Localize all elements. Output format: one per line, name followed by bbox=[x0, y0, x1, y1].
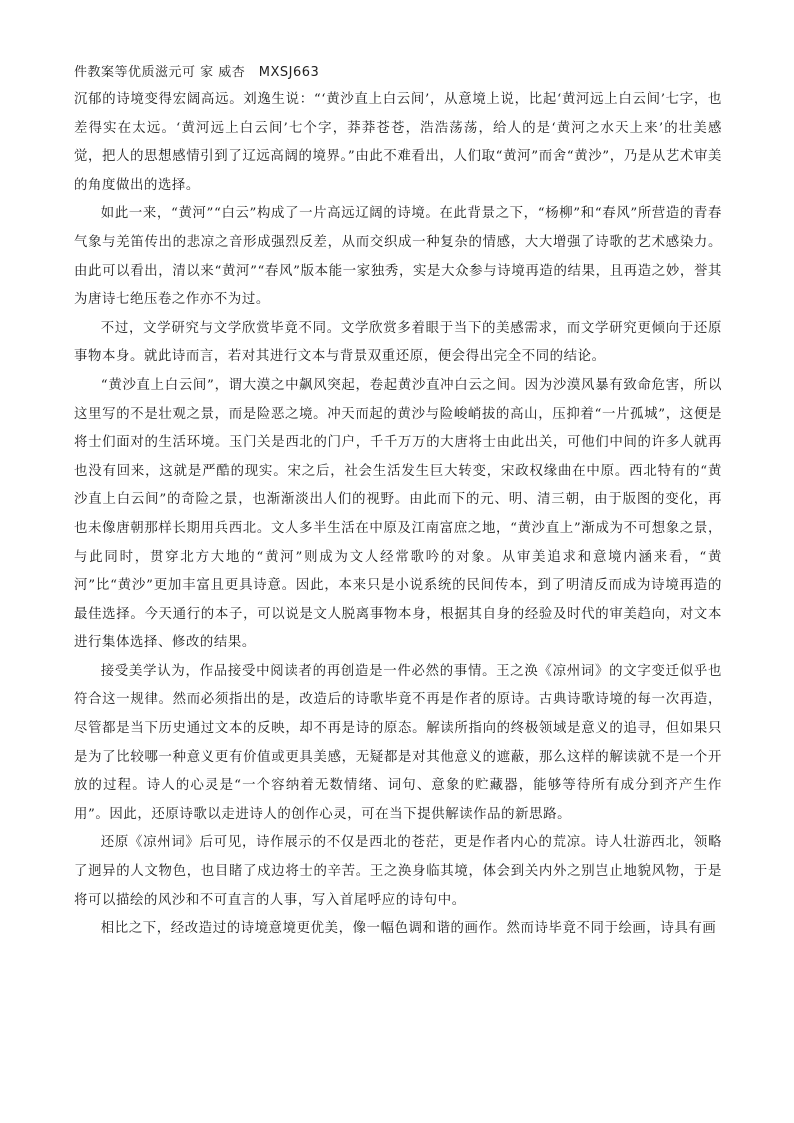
paragraph-6: 还原《凉州词》后可见，诗作展示的不仅是西北的苍茫，更是作者内心的荒凉。诗人壮游西北，领略了迥异的人文物色，也目睹了戍边将士的辛苦。王之涣身临其境，体会到关内外之别岂止地貌风物，于是将可以描绘的风沙和不可直言的人事，写入首尾呼应的诗句中。 bbox=[74, 835, 722, 908]
paragraph-4: “黄沙直上白云间”，谓大漠之中飙风突起，卷起黄沙直冲白云之间。因为沙漠风暴有致命危害，所以这里写的不是壮观之景，而是险恶之境。冲天而起的黄沙与险峻峭拔的高山，压抑着“一片孤城”，这便是将士们面对的生活环境。玉门关是西北的门户，千千万万的大唐将士由此出关，可他们中间的许多人就再也没有回来，这就是严酷的现实。宋之后，社会生活发生巨大转变，宋政权缘曲在中原。西北特有的“黄沙直上白云间”的奇险之景，也渐渐淡出人们的视野。由此而下的元、明、清三朝，由于版图的变化，再也未像唐朝那样长期用兵西北。文人多半生活在中原及江南富庶之地，“黄沙直上”渐成为不可想象之景，与此同时，贯穿北方大地的“黄河”则成为文人经常歌吟的对象。从审美追求和意境内涵来看，“黄河”比“黄沙”更加丰富且更具诗意。因此，本来只是小说系统的民间传本，到了明清反而成为诗境再造的最佳选择。今天通行的本子，可以说是文人脱离事物本身，根据其自身的经验及时代的审美趋向，对文本进行集体选择、修改的结果。 bbox=[74, 377, 722, 651]
paragraph-3: 不过，文学研究与文学欣赏毕竟不同。文学欣赏多着眼于当下的美感需求，而文学研究更倾向于还原事物本身。就此诗而言，若对其进行文本与背景双重还原，便会得出完全不同的结论。 bbox=[74, 320, 722, 365]
document-page bbox=[74, 62, 722, 944]
paragraph-2: 如此一来，“黄河”“白云”构成了一片高远辽阔的诗境。在此背景之下，“杨柳”和“春风”所营造的青春气象与羌笛传出的悲凉之音形成强烈反差，从而交织成一种复杂的情感，大大增强了诗歌的艺术感染力。由此可以看出，清以来“黄河”“春风”版本能一家独秀，实是大众参与诗境再造的结果，且再造之妙，誉其为唐诗七绝压卷之作亦不为过。 bbox=[74, 206, 722, 308]
paragraph-7: 相比之下，经改造过的诗境意境更优美，像一幅色调和谐的画作。然而诗毕竟不同于绘画，诗具有画 bbox=[100, 921, 717, 937]
page-header: 件教案等优质滋元可 家 威杏 MXSJ663 bbox=[74, 65, 320, 80]
paragraph-1: 沉郁的诗境变得宏阔高远。刘逸生说：“‘黄沙直上白云间’，从意境上说，比起‘黄河远上白云间’七字，也差得实在太远。‘黄河远上白云间’七个字，莽莽苍苍，浩浩荡荡，给人的是‘黄河之水天上来’的壮美感觉，把人的思想感情引到了辽远高阔的境界。”由此不难看出，人们取“黄河”而舍“黄沙”，乃是从艺术审美的角度做出的选择。 bbox=[74, 92, 722, 193]
article-body bbox=[74, 86, 722, 944]
paragraph-5: 接受美学认为，作品接受中阅读者的再创造是一件必然的事情。王之涣《凉州词》的文字变迁似乎也符合这一规律。然而必须指出的是，改造后的诗歌毕竟不再是作者的原诗。古典诗歌诗境的每一次再造，尽管都是当下历史通过文本的反映，却不再是诗的原态。解读所指向的终极领域是意义的追寻，但如果只是为了比较哪一种意义更有价值或更具美感，无疑都是对其他意义的遮蔽，那么这样的解读就不是一个开放的过程。诗人的心灵是“一个容纳着无数情绪、词句、意象的贮藏器，能够等待所有成分到齐产生作用”。因此，还原诗歌以走进诗人的创作心灵，可在当下提供解读作品的新思路。 bbox=[74, 663, 722, 822]
